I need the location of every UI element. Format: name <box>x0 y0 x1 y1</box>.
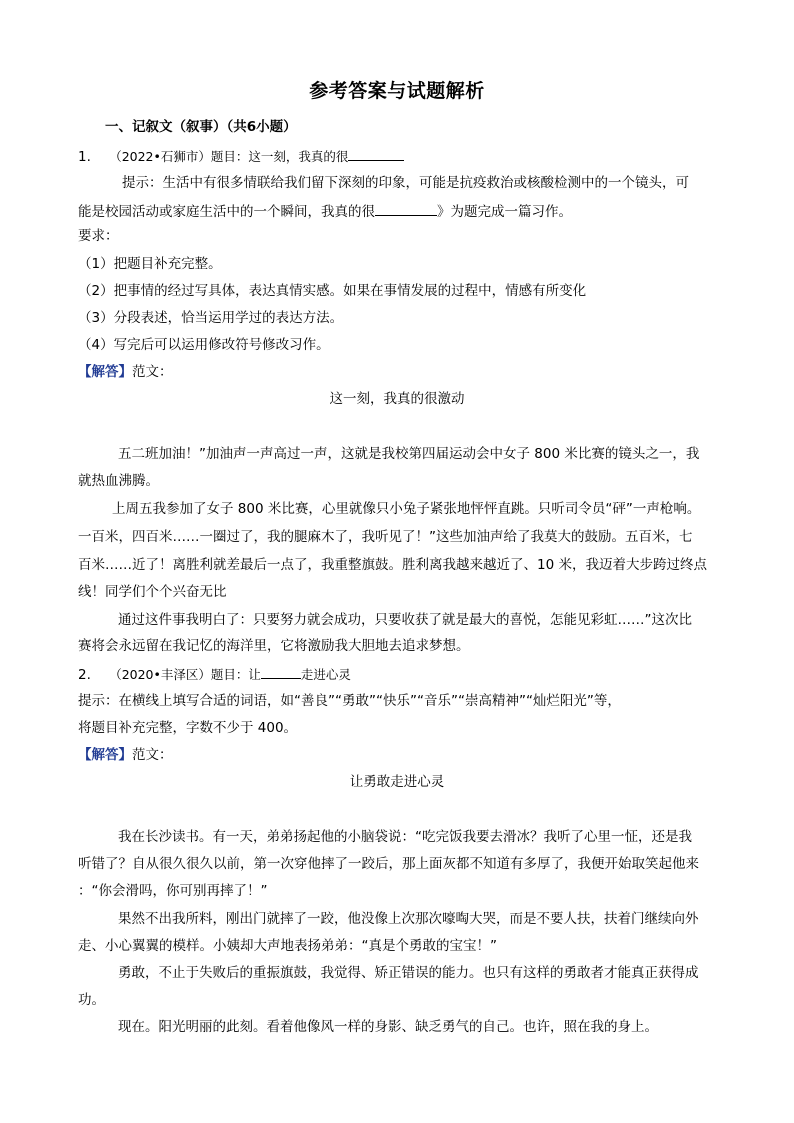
q1-hint-line-1: 提示：生活中有很多情联给我们留下深刻的印象，可能是抗疫救治或核酸检测中的一个镜头，可 <box>122 175 689 191</box>
q1-hint-line-2 <box>78 201 572 221</box>
requirement-4: （4）写完后可以运用修改符号修改习作。 <box>78 337 330 353</box>
answer-tag: 【解答】 <box>78 747 132 763</box>
essay-paragraph-line: 线！同学们个个兴奋无比 <box>78 584 227 600</box>
essay-paragraph-line: 上周五我参加了女子 800 米比赛，心里就像只小兔子紧张地怦怦直跳。只听司令员“砰”一声枪响。 <box>112 501 701 517</box>
answer-label <box>78 746 173 764</box>
fill-blank <box>348 146 404 161</box>
essay-paragraph-line: 功。 <box>78 992 105 1008</box>
essay-paragraph-line: 一百米，四百米……一圈过了，我的腿麻木了，我听见了！”这些加油声给了我莫大的鼓励。五百米，七 <box>78 529 693 545</box>
essay-paragraph-line: 听错了？自从很久很久以前，第一次穿他摔了一跤后，那上面灰都不知道有多厚了，我便开始取笑起他来 <box>78 856 699 872</box>
essay-paragraph-line: 走、小心翼翼的模样。小姨却大声地表扬弟弟：“真是个勇敢的宝宝！” <box>78 938 497 954</box>
question-2-header <box>78 664 351 684</box>
requirement-1: （1）把题目补充完整。 <box>78 256 222 272</box>
sample-label: 范文： <box>132 747 173 763</box>
fill-blank <box>261 664 301 679</box>
requirement-2: （2）把事情的经过写具体，表达真情实感。如果在事情发展的过程中，情感有所变化 <box>78 283 587 299</box>
requirements-label: 要求： <box>78 228 119 244</box>
essay-paragraph-line: ：“你会滑吗，你可别再摔了！” <box>78 883 268 899</box>
answer-tag: 【解答】 <box>78 364 132 380</box>
fill-blank <box>375 201 437 216</box>
question-number: 2. <box>78 667 91 683</box>
essay-title: 这一刻，我真的很激动 <box>329 391 465 407</box>
answer-label <box>78 363 173 381</box>
section-heading: 一、记叙文（叙事）（共6小题） <box>105 119 297 135</box>
page-title: 参考答案与试题解析 <box>309 80 485 102</box>
essay-paragraph-line: 就热血沸腾。 <box>78 473 159 489</box>
essay-paragraph-line: 五二班加油！”加油声一声高过一声，这就是我校第四届运动会中女子 800 米比赛的镜头之一，我 <box>118 446 700 462</box>
question-source: （2022•石狮市）题目：这一刻，我真的很 <box>109 149 349 164</box>
essay-paragraph-line: 赛将会永远留在我记忆的海洋里，它将激励我大胆地去追求梦想。 <box>78 638 470 654</box>
question-number: 1. <box>78 149 91 165</box>
question-1-header <box>78 146 404 166</box>
question-source: 走进心灵 <box>300 667 351 682</box>
hint-text: 》为题完成一篇习作。 <box>437 204 572 220</box>
essay-title: 让勇敢走进心灵 <box>349 774 445 790</box>
sample-label: 范文： <box>132 364 173 380</box>
requirement-3: （3）分段表述，恰当运用学过的表达方法。 <box>78 310 344 326</box>
essay-paragraph-line: 通过这件事我明白了：只要努力就会成功，只要收获了就是最大的喜悦，怎能见彩虹……”这次比 <box>118 612 692 628</box>
q2-hint-line-2: 将题目补充完整，字数不少于 400。 <box>78 720 298 736</box>
essay-paragraph-line: 百米……近了！离胜利就差最后一点了，我重整旗鼓。胜利离我越来越近了、10 米，我迈着大步跨过终点 <box>78 557 707 573</box>
essay-paragraph-line: 现在。阳光明丽的此刻。看着他像风一样的身影、缺乏勇气的自己。也许，照在我的身上。 <box>118 1019 658 1035</box>
hint-text: 能是校园活动或家庭生活中的一个瞬间，我真的很 <box>78 204 375 220</box>
question-source: （2020•丰泽区）题目：让 <box>109 667 261 682</box>
essay-paragraph-line: 我在长沙读书。有一天，弟弟扬起他的小脑袋说：“吃完饭我要去滑冰？我听了心里一怔，还是我 <box>118 829 692 845</box>
essay-paragraph-line: 勇敢，不止于失败后的重振旗鼓，我觉得、矫正错误的能力。也只有这样的勇敢者才能真正获得成 <box>118 965 699 981</box>
q2-hint-line-1: 提示：在横线上填写合适的词语，如“善良”“勇敢”“快乐”“音乐”“崇高精神”“灿烂阳光”等， <box>78 693 621 709</box>
essay-paragraph-line: 果然不出我所料，刚出门就摔了一跤，他没像上次那次嚎啕大哭，而是不要人扶，扶着门继续向外 <box>118 911 699 927</box>
